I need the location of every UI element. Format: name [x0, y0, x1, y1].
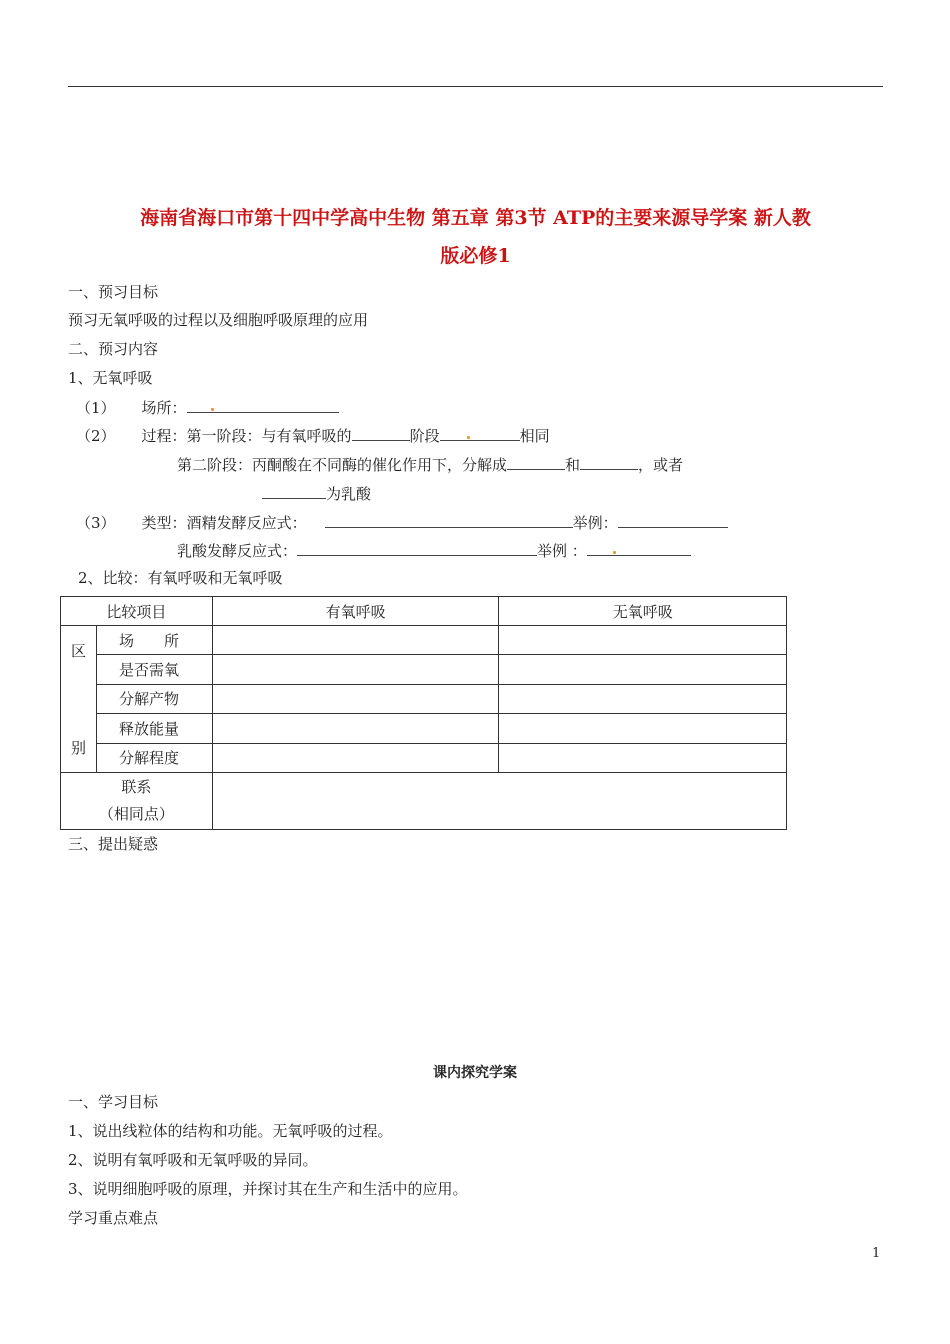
blank-lactic-source[interactable]	[262, 482, 326, 499]
question-types-alcohol	[76, 511, 728, 534]
question-number: （3）	[76, 514, 116, 532]
blank-location[interactable]	[187, 396, 339, 413]
group-label-bottom: 别	[70, 739, 86, 757]
table-row	[61, 626, 787, 655]
section-title-in-class: 课内探究学案	[433, 1065, 517, 1081]
question-label: 举例 ：	[537, 542, 587, 560]
question-process-lactic	[262, 482, 371, 505]
blank-lactic-example[interactable]	[587, 539, 691, 556]
learning-goal: 3、说明细胞呼吸的原理，并探讨其在生产和生活中的应用。	[68, 1180, 468, 1198]
table-cell-link[interactable]	[212, 773, 786, 830]
table-cell[interactable]	[212, 743, 499, 772]
item-anaerobic-respiration: 1、无氧呼吸	[68, 369, 153, 387]
table-group-label	[61, 626, 97, 773]
blank-alcohol-example[interactable]	[618, 511, 728, 528]
question-label: 相同	[519, 427, 550, 445]
comparison-table	[60, 596, 787, 830]
table-row-label: 场 所	[96, 626, 212, 655]
table-cell[interactable]	[499, 655, 787, 684]
question-label: ，或者	[638, 456, 684, 474]
learning-goal: 2、说明有氧呼吸和无氧呼吸的异同。	[68, 1151, 318, 1169]
table-cell[interactable]	[212, 626, 499, 655]
table-row-label: 释放能量	[96, 714, 212, 743]
question-label: 为乳酸	[326, 485, 372, 503]
blank-stage[interactable]	[352, 424, 410, 441]
document-title-line-2: 版必修1	[440, 245, 511, 267]
question-number: （2）	[76, 427, 116, 445]
blank-lactic-equation[interactable]	[297, 539, 537, 556]
question-number: （1）	[76, 399, 116, 417]
table-cell[interactable]	[212, 714, 499, 743]
table-header-row	[61, 597, 787, 626]
blank-alcohol-equation[interactable]	[325, 511, 573, 528]
table-row	[61, 655, 787, 684]
page-number: 1	[872, 1246, 881, 1261]
question-label: 精发酵反应式：	[201, 514, 307, 532]
question-label: 乳酸发酵反应式：	[177, 542, 298, 560]
table-cell[interactable]	[499, 626, 787, 655]
header-rule	[68, 86, 883, 87]
preview-goal-text: 预习无氧呼吸的过程以及细胞呼吸原理的应用	[68, 311, 369, 329]
question-label: 过程：第一阶段：与有氧呼吸的	[141, 427, 352, 445]
table-header-cell: 无氧呼吸	[499, 597, 787, 626]
question-types-lactic	[177, 539, 691, 562]
table-row	[61, 684, 787, 713]
table-row	[61, 714, 787, 743]
section-heading-preview-goals: 一、预习目标	[68, 283, 159, 301]
table-cell[interactable]	[499, 684, 787, 713]
question-label: 第二阶段：丙酮酸在不同酶的催化作用下，分解成	[177, 456, 508, 474]
question-process-stage-1	[76, 424, 550, 447]
table-cell[interactable]	[499, 743, 787, 772]
table-row-label: 分解程度	[96, 743, 212, 772]
section-heading-learning-goals: 一、学习目标	[68, 1093, 159, 1111]
blank-stage-2[interactable]	[440, 424, 520, 441]
table-row-label: 分解产物	[96, 684, 212, 713]
question-process-stage-2	[177, 453, 683, 476]
table-cell[interactable]	[212, 684, 499, 713]
question-label: 和	[565, 456, 581, 474]
question-label: 举例：	[572, 514, 618, 532]
question-location	[76, 396, 339, 419]
document-title-line-1: 海南省海口市第十四中学高中生物 第五章 第3节 ATP的主要来源导学案 新人教	[140, 207, 811, 229]
learning-goal: 1、说出线粒体的结构和功能。无氧呼吸的过程。	[68, 1122, 393, 1140]
blank-product-2[interactable]	[580, 453, 638, 470]
key-points-heading: 学习重点难点	[68, 1209, 159, 1227]
group-label-top: 区	[70, 642, 86, 660]
table-link-label	[61, 773, 213, 830]
question-label: 类型：酒	[141, 514, 202, 532]
blank-product-1[interactable]	[507, 453, 565, 470]
table-cell[interactable]	[212, 655, 499, 684]
question-label: 场所：	[141, 399, 187, 417]
link-label-sub: （相同点）	[98, 805, 174, 823]
table-row	[61, 743, 787, 772]
table-row-label: 是否需氧	[96, 655, 212, 684]
table-row-link	[61, 773, 787, 830]
section-heading-preview-content: 二、预习内容	[68, 340, 159, 358]
item-comparison: 2、比较：有氧呼吸和无氧呼吸	[78, 569, 283, 587]
question-label: 阶段	[409, 427, 440, 445]
table-header-cell: 有氧呼吸	[212, 597, 499, 626]
table-header-cell: 比较项目	[61, 597, 213, 626]
table-cell[interactable]	[499, 714, 787, 743]
link-label: 联系	[121, 778, 152, 796]
section-heading-questions: 三、提出疑惑	[68, 835, 159, 853]
